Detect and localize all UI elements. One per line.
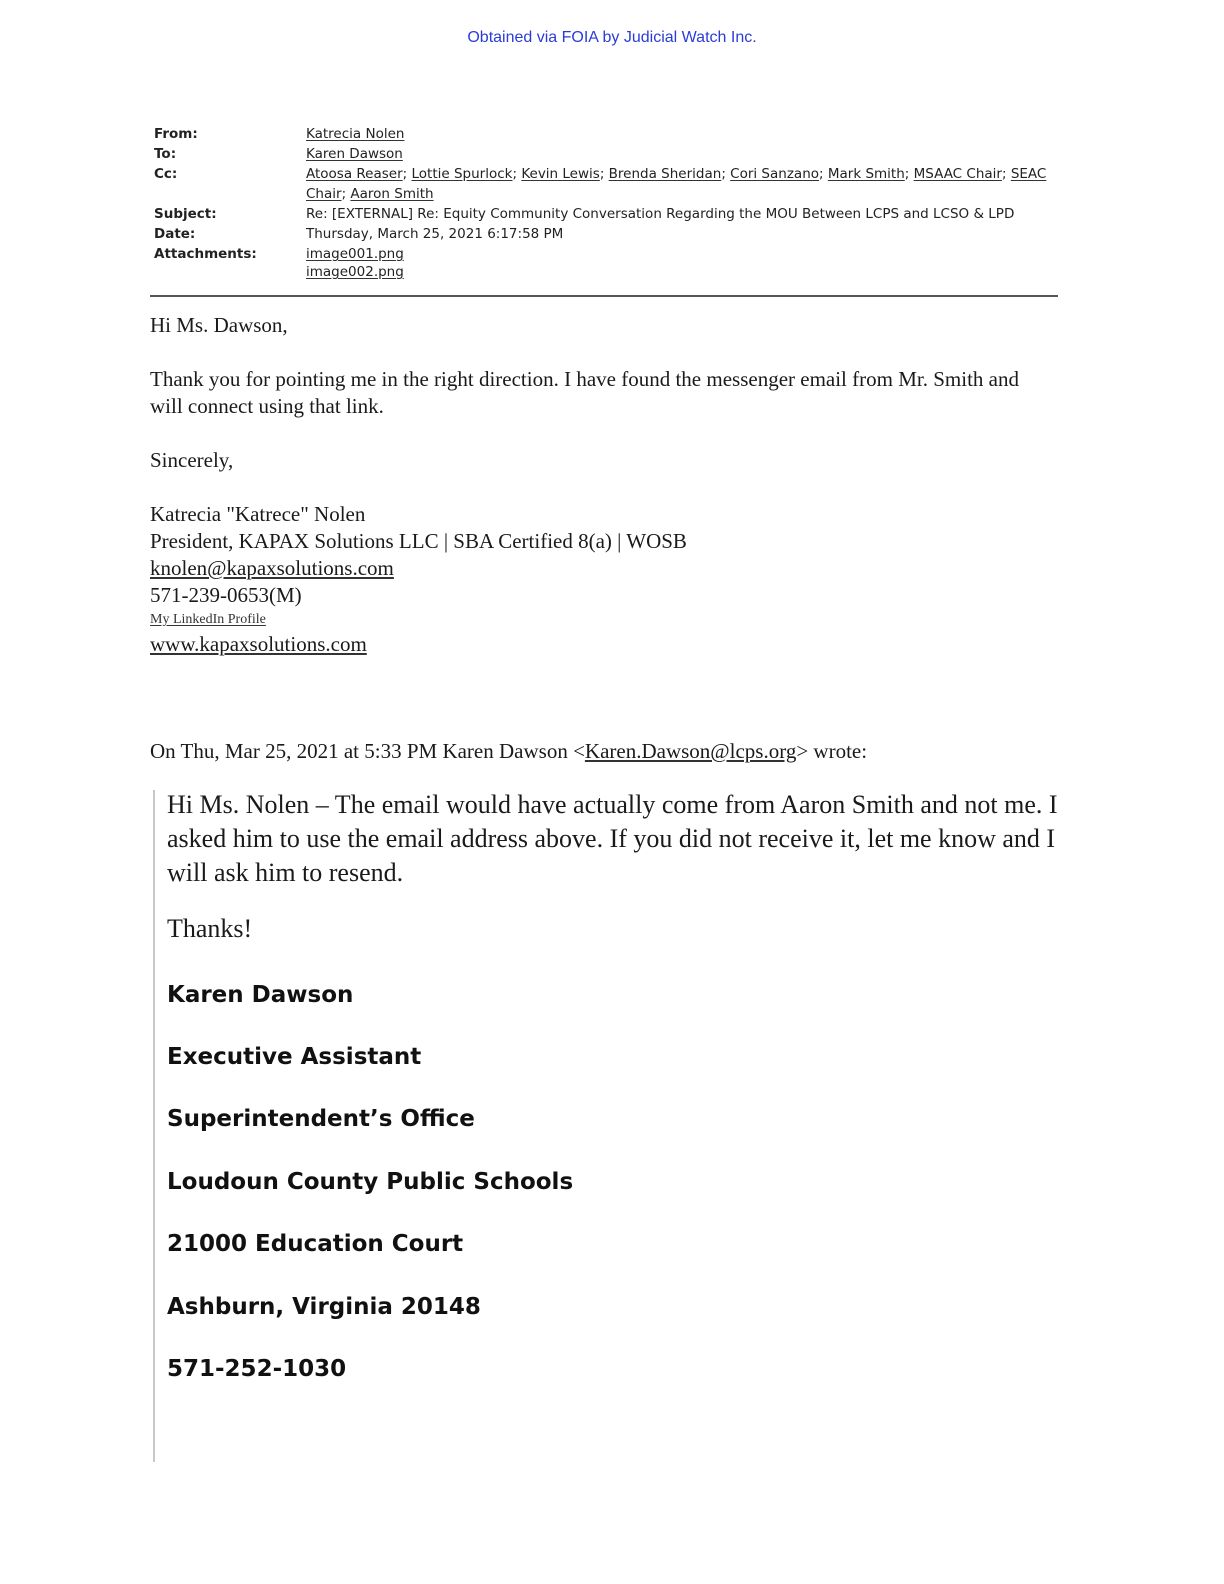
date-label: Date: [154,226,196,242]
date-value: Thursday, March 25, 2021 6:17:58 PM [306,226,564,242]
to-row [154,144,1058,164]
linkedin-link[interactable]: My LinkedIn Profile [150,612,266,627]
subject-row [154,204,1058,224]
attachments-list [306,244,1058,280]
quote-attribution-prefix: On Thu, Mar 25, 2021 at 5:33 PM Karen Dawson < [150,739,585,763]
quoted-signature-org: Loudoun County Public Schools [167,1169,574,1195]
signature-name: Katrecia "Katrece" Nolen [150,502,366,526]
from-link[interactable]: Katrecia Nolen [306,126,405,142]
cc-list: Atoosa Reaser; Lottie Spurlock; Kevin Lewis; Brenda Sheridan; Cori Sanzano; Mark Smith; MSAAC Chair; SEAC Chair; Aaron Smith [306,166,1047,202]
cc-recipient[interactable]: Atoosa Reaser [306,166,403,182]
quoted-signature-phone: 571-252-1030 [167,1356,347,1382]
website-link[interactable]: www.kapaxsolutions.com [150,632,367,656]
quote-attribution-suffix: > wrote: [796,739,868,763]
reply-paragraph: Thank you for pointing me in the right direction. I have found the messenger email from Mr. Smith and will connect using that link. [150,367,1019,418]
email-header [154,124,1058,280]
to-link[interactable]: Karen Dawson [306,146,403,162]
foia-watermark: Obtained via FOIA by Judicial Watch Inc. [467,29,757,46]
signature-title: President, KAPAX Solutions LLC | SBA Certified 8(a) | WOSB [150,529,687,553]
from-label: From: [154,126,198,142]
signature-phone: 571-239-0653(M) [150,583,302,607]
quoted-signature-title: Executive Assistant [167,1044,422,1070]
reply-body [150,312,1050,658]
cc-label: Cc: [154,166,178,182]
quoted-signature-city: Ashburn, Virginia 20148 [167,1294,481,1320]
reply-closing: Sincerely, [150,448,234,472]
reply-greeting: Hi Ms. Dawson, [150,313,288,337]
quote-bar [153,790,155,1462]
cc-recipient[interactable]: Cori Sanzano [730,166,820,182]
subject-value: Re: [EXTERNAL] Re: Equity Community Conversation Regarding the MOU Between LCPS and LCSO & LPD [306,206,1015,222]
attachments-label: Attachments: [154,246,257,262]
subject-label: Subject: [154,206,217,222]
header-divider [150,295,1058,297]
signature-email-link[interactable]: knolen@kapaxsolutions.com [150,556,394,580]
cc-recipient[interactable]: Lottie Spurlock [411,166,513,182]
quote-attribution [150,738,867,765]
cc-recipient[interactable]: Kevin Lewis [521,166,600,182]
date-row [154,224,1058,244]
quoted-signature-office: Superintendent’s Office [167,1106,475,1132]
cc-recipient[interactable]: Mark Smith [827,166,905,182]
cc-recipient[interactable]: Brenda Sheridan [608,166,722,182]
attachment-link[interactable]: image002.png [306,264,404,280]
quoted-paragraph: Hi Ms. Nolen – The email would have actually come from Aaron Smith and not me. I asked him to use the email address above. If you did not receive it, let me know and I will ask him to resend. [167,790,1058,887]
quote-email-link[interactable]: Karen.Dawson@lcps.org [584,739,797,763]
cc-recipient[interactable]: SEAC Chair [306,166,1047,202]
quoted-signature-street: 21000 Education Court [167,1231,464,1257]
cc-row [154,164,1058,204]
quoted-signature-name: Karen Dawson [167,982,354,1008]
quoted-message [167,788,1067,946]
quoted-thanks: Thanks! [167,914,253,943]
to-label: To: [154,146,177,162]
cc-recipient[interactable]: Aaron Smith [350,186,434,202]
attachments-row [154,244,1058,280]
from-row [154,124,1058,144]
cc-recipient[interactable]: MSAAC Chair [913,166,1002,182]
attachment-link[interactable]: image001.png [306,246,404,262]
